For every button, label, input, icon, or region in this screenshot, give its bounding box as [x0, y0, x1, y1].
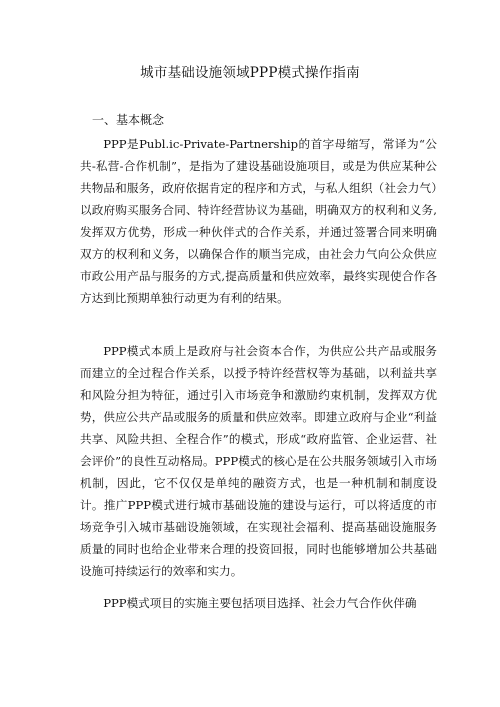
section-heading: 一、基本概念: [92, 113, 165, 127]
paragraph-2: PPP模式本质上是政府与社会资本合作，为供应公共产品或服务而建立的全过程合作关系，以授予特许经营权等为基础，以利益共享和风险分担为特征，通过引入市场竞争和激励约束机制，发挥双方优势，供应公共产品或服务的质量和供应效率。即建立政府与企业“利益共享、风险共担、全程合作”的模式，形成“政府监管、企业运营、社会评价”的良性互动格局。PPP模式的核心是在公共服务领域引入市场机制，因此，它不仅仅是单纯的融资方式，也是一种机制和制度设计。推广PPP模式进行城市基础设施的建设与运行，可以将适度的市场竞争引入城市基础设施领域，在实现社会福利、提高基础设施服务质量的同时也给企业带来合理的投资回报，同时也能够增加公共基础设施可持续运行的效率和实力。: [80, 344, 437, 578]
document-title: 城市基础设施领域PPP模式操作指南: [140, 65, 360, 81]
paragraph-1: PPP是Publ.ic-Private-Partnership的首字母缩写，常译为“公共-私营-合作机制”，是指为了建设基础设施项目，或是为供应某种公共物品和服务，政府依据肯定的程序和方式，与私人组织（社会力气）以政府购买服务合同、特许经营协议为基础，明确双方的权利和义务,发挥双方优势，形成一种伙伴式的合作关系，并通过签署合同来明确双方的权利和义务，以确保合作的顺当完成，由社会力气向公众供应市政公用产品与服务的方式,提高质量和供应效率，最终实现使合作各方达到比预期单独行动更为有利的结果。: [80, 137, 437, 305]
paragraph-3: PPP模式项目的实施主要包括项目选择、社会力气合作伙伴确: [103, 596, 417, 610]
